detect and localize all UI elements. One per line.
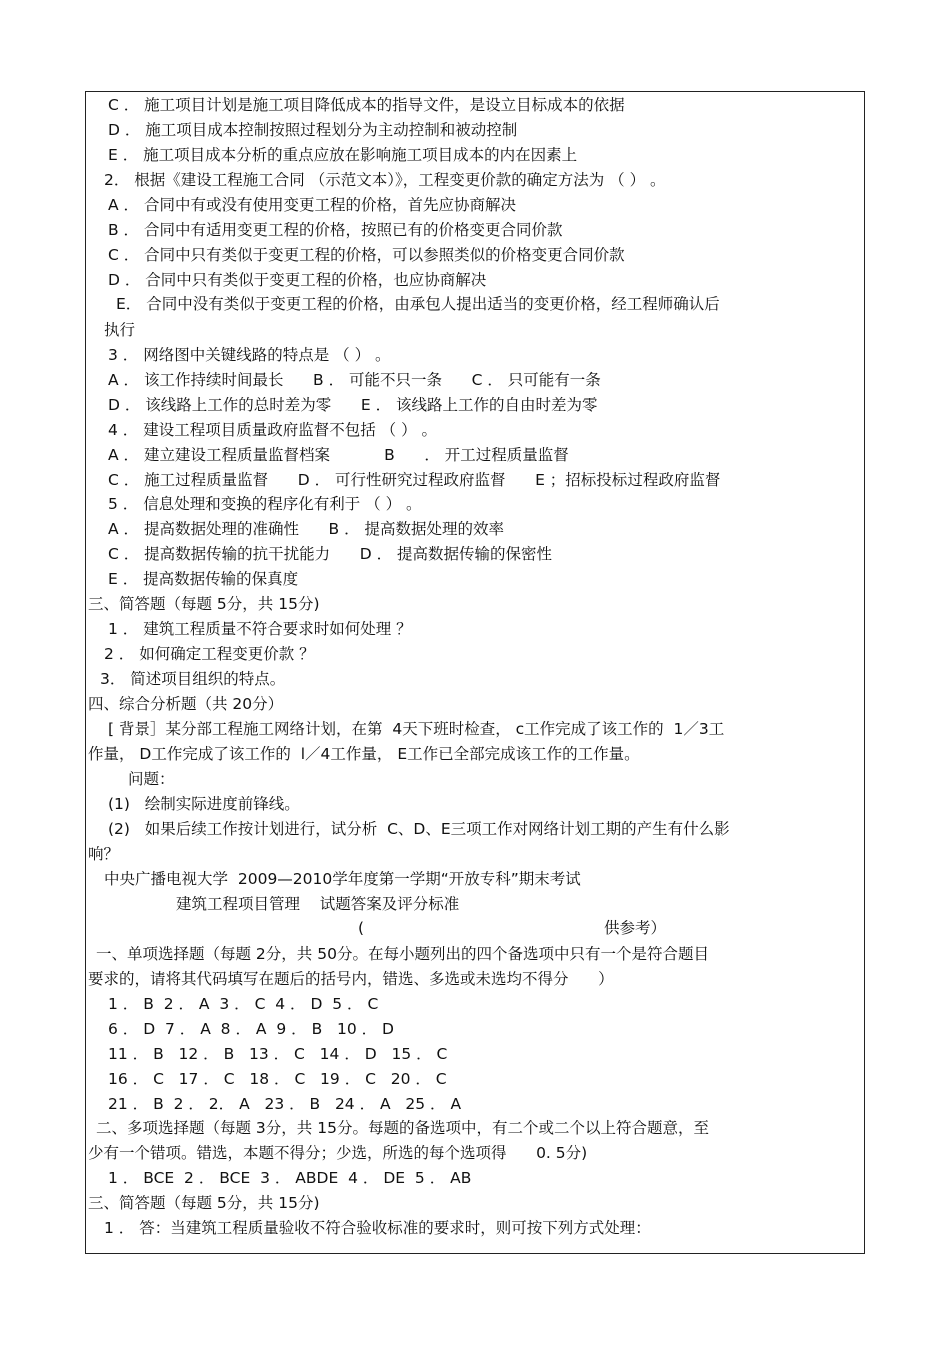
section-heading: 三、简答题（每题 5分，共 15分) xyxy=(88,1194,320,1212)
text-line: A ． 合同中有或没有使用变更工程的价格，首先应协商解决 xyxy=(108,196,516,214)
text-line: E． 合同中没有类似于变更工程的价格，由承包人提出适当的变更价格，经工程师确认后 xyxy=(116,295,720,313)
text-line: ( xyxy=(358,919,365,937)
text-line: E ． 提高数据传输的保真度 xyxy=(108,570,299,588)
text-line: A ． 提高数据处理的准确性 B ． 提高数据处理的效率 xyxy=(108,520,505,538)
text-line: 执行 xyxy=(104,321,136,339)
text-line: 一、单项选择题（每题 2分，共 50分。在每小题列出的四个备选项中只有一个是符合题目 xyxy=(96,945,709,963)
text-line: (1) 绘制实际进度前锋线。 xyxy=(108,795,300,813)
answer-title: 中央广播电视大学 2009—2010学年度第一学期“开放专科”期末考试 xyxy=(104,870,581,888)
answer-row: 1 ． BCE 2 ． BCE 3 ． ABDE 4 ． DE 5 ． AB xyxy=(108,1169,472,1187)
text-line: 响？ xyxy=(88,845,120,863)
answer-subtitle: 建筑工程项目管理 试题答案及评分标准 xyxy=(176,895,460,913)
text-line: C ． 施工项目计划是施工项目降低成本的指导文件，是设立目标成本的依据 xyxy=(108,96,625,114)
text-line: 2 ． 如何确定工程变更价款 ？ xyxy=(104,645,315,663)
text-line: 要求的，请将其代码填写在题后的括号内，错选、多选或未选均不得分 ） xyxy=(88,970,614,988)
text-line: 5 ． 信息处理和变换的程序化有利于 （ ） 。 xyxy=(108,495,422,513)
text-line: 1 ． 答：当建筑工程质量验收不符合验收标准的要求时，则可按下列方式处理： xyxy=(104,1219,651,1237)
text-line: [ 背景］某分部工程施工网络计划，在第 4天下班时检查， c工作完成了该工作的 1／3工 xyxy=(108,720,725,738)
section-heading: 三、简答题（每题 5分，共 15分) xyxy=(88,595,320,613)
answer-row: 6 ． D 7 ． A 8 ． A 9 ． B 10 ． D xyxy=(108,1020,394,1038)
section-heading: 四、综合分析题（共 20分） xyxy=(88,695,284,713)
text-line: A ． 该工作持续时间最长 B ． 可能不只一条 C ． 只可能有一条 xyxy=(108,371,601,389)
text-line: C ． 提高数据传输的抗干扰能力 D ． 提高数据传输的保密性 xyxy=(108,545,553,563)
text-line: A ． 建立建设工程质量监督档案 B ． 开工过程质量监督 xyxy=(108,446,569,464)
text-line: 3． 简述项目组织的特点。 xyxy=(100,670,286,688)
answer-row: 16 ． C 17 ． C 18 ． C 19 ． C 20 ． C xyxy=(108,1070,447,1088)
text-line: D ． 合同中只有类似于变更工程的价格，也应协商解决 xyxy=(108,271,487,289)
text-line: D ． 该线路上工作的总时差为零 E ． 该线路上工作的自由时差为零 xyxy=(108,396,598,414)
text-line: 少有一个错项。错选，本题不得分；少选，所选的每个选项得 0. 5分) xyxy=(88,1144,588,1162)
text-line: C ． 施工过程质量监督 D ． 可行性研究过程政府监督 E ；招标投标过程政府监督 xyxy=(108,471,721,489)
text-line: 4 ． 建设工程项目质量政府监督不包括 （ ） 。 xyxy=(108,421,437,439)
text-line: 1 ． 建筑工程质量不符合要求时如何处理 ？ xyxy=(108,620,412,638)
text-line: 2． 根据《建设工程施工合同 （示范文本）》，工程变更价款的确定方法为 （ ） 。 xyxy=(104,171,666,189)
text-line: E ． 施工项目成本分析的重点应放在影响施工项目成本的内在因素上 xyxy=(108,146,578,164)
text-line: B ． 合同中有适用变更工程的价格，按照已有的价格变更合同价款 xyxy=(108,221,563,239)
text-line: 问题： xyxy=(128,770,175,788)
text-line: 3 ． 网络图中关键线路的特点是 （ ） 。 xyxy=(108,346,391,364)
text-line: (2) 如果后续工作按计划进行，试分析 C、D、E三项工作对网络计划工期的产生有什么影 xyxy=(108,820,730,838)
text-line: 供参考） xyxy=(604,919,667,937)
text-line: C ． 合同中只有类似于变更工程的价格，可以参照类似的价格变更合同价款 xyxy=(108,246,625,264)
answer-row: 11 ． B 12 ． B 13 ． C 14 ． D 15 ． C xyxy=(108,1045,448,1063)
text-line: 二、多项选择题（每题 3分，共 15分。每题的备选项中，有二个或二个以上符合题意，至 xyxy=(96,1119,709,1137)
answer-row: 21 ． B 2 ． 2． A 23 ． B 24 ． A 25 ． A xyxy=(108,1095,462,1113)
text-line: D ． 施工项目成本控制按照过程划分为主动控制和被动控制 xyxy=(108,121,518,139)
text-line: 作量， D工作完成了该工作的 l／4工作量， E工作已全部完成该工作的工作量。 xyxy=(88,745,640,763)
answer-row: 1 ． B 2 ． A 3 ． C 4 ． D 5 ． C xyxy=(108,995,379,1013)
